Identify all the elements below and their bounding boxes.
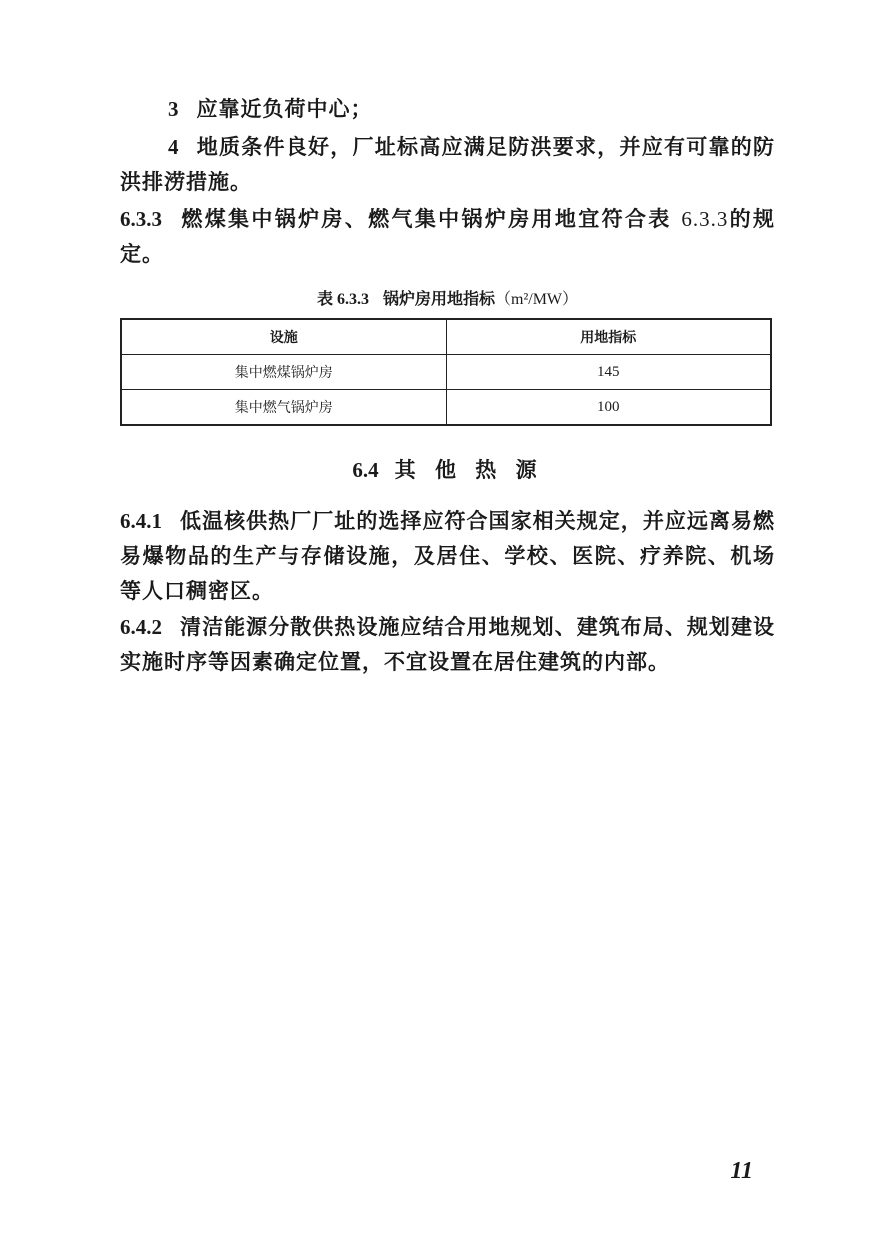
clause-6-4-1 (120, 504, 775, 609)
facility-cell: 集中燃煤锅炉房 (121, 355, 446, 390)
table-caption (120, 286, 775, 309)
table-unit: （m²/MW） (495, 291, 579, 308)
clause-number: 6.4.2 (120, 615, 162, 639)
table-row (121, 390, 771, 426)
value-cell: 145 (446, 355, 771, 390)
table-header-row (121, 319, 771, 355)
clause-6-4-2 (120, 610, 775, 680)
table-row (121, 355, 771, 390)
clause-6-3-3 (120, 202, 775, 272)
clause-text: 低温核供热厂厂址的选择应符合国家相关规定，并应远离易燃易爆物品的生产与存储设施，及居住、学校、医院、疗养院、机场等人口稠密区。 (120, 509, 775, 603)
page-number: 11 (730, 1158, 753, 1184)
item-text: 应靠近负荷中心； (196, 97, 373, 121)
table-title: 锅炉房用地指标 (382, 289, 495, 308)
header-land-index: 用地指标 (446, 319, 771, 355)
clause-number: 6.3.3 (120, 207, 162, 231)
value-cell: 100 (446, 390, 771, 426)
list-item-4 (120, 130, 775, 200)
clause-text: 清洁能源分散供热设施应结合用地规划、建筑布局、规划建设实施时序等因素确定位置，不宜设置在居住建筑的内部。 (120, 615, 775, 674)
clause-number: 6.4.1 (120, 509, 162, 533)
table-reference: 6.3.3 (681, 207, 729, 231)
item-number: 4 (168, 135, 179, 159)
clause-text: 燃煤集中锅炉房、燃气集中锅炉房用地宜符合表 (180, 207, 672, 231)
header-facility: 设施 (121, 319, 446, 355)
list-item-3 (120, 92, 775, 127)
section-title: 其 他 热 源 (394, 458, 543, 482)
section-number: 6.4 (352, 458, 379, 482)
item-text: 地质条件良好，厂址标高应满足防洪要求，并应有可靠的防洪排涝措施。 (120, 135, 775, 194)
land-use-table (120, 318, 772, 426)
section-heading (120, 454, 775, 484)
facility-cell: 集中燃气锅炉房 (121, 390, 446, 426)
table-number: 表 6.3.3 (316, 291, 369, 308)
item-number: 3 (168, 97, 179, 121)
clause-text-tail: 的规定。 (120, 207, 776, 266)
